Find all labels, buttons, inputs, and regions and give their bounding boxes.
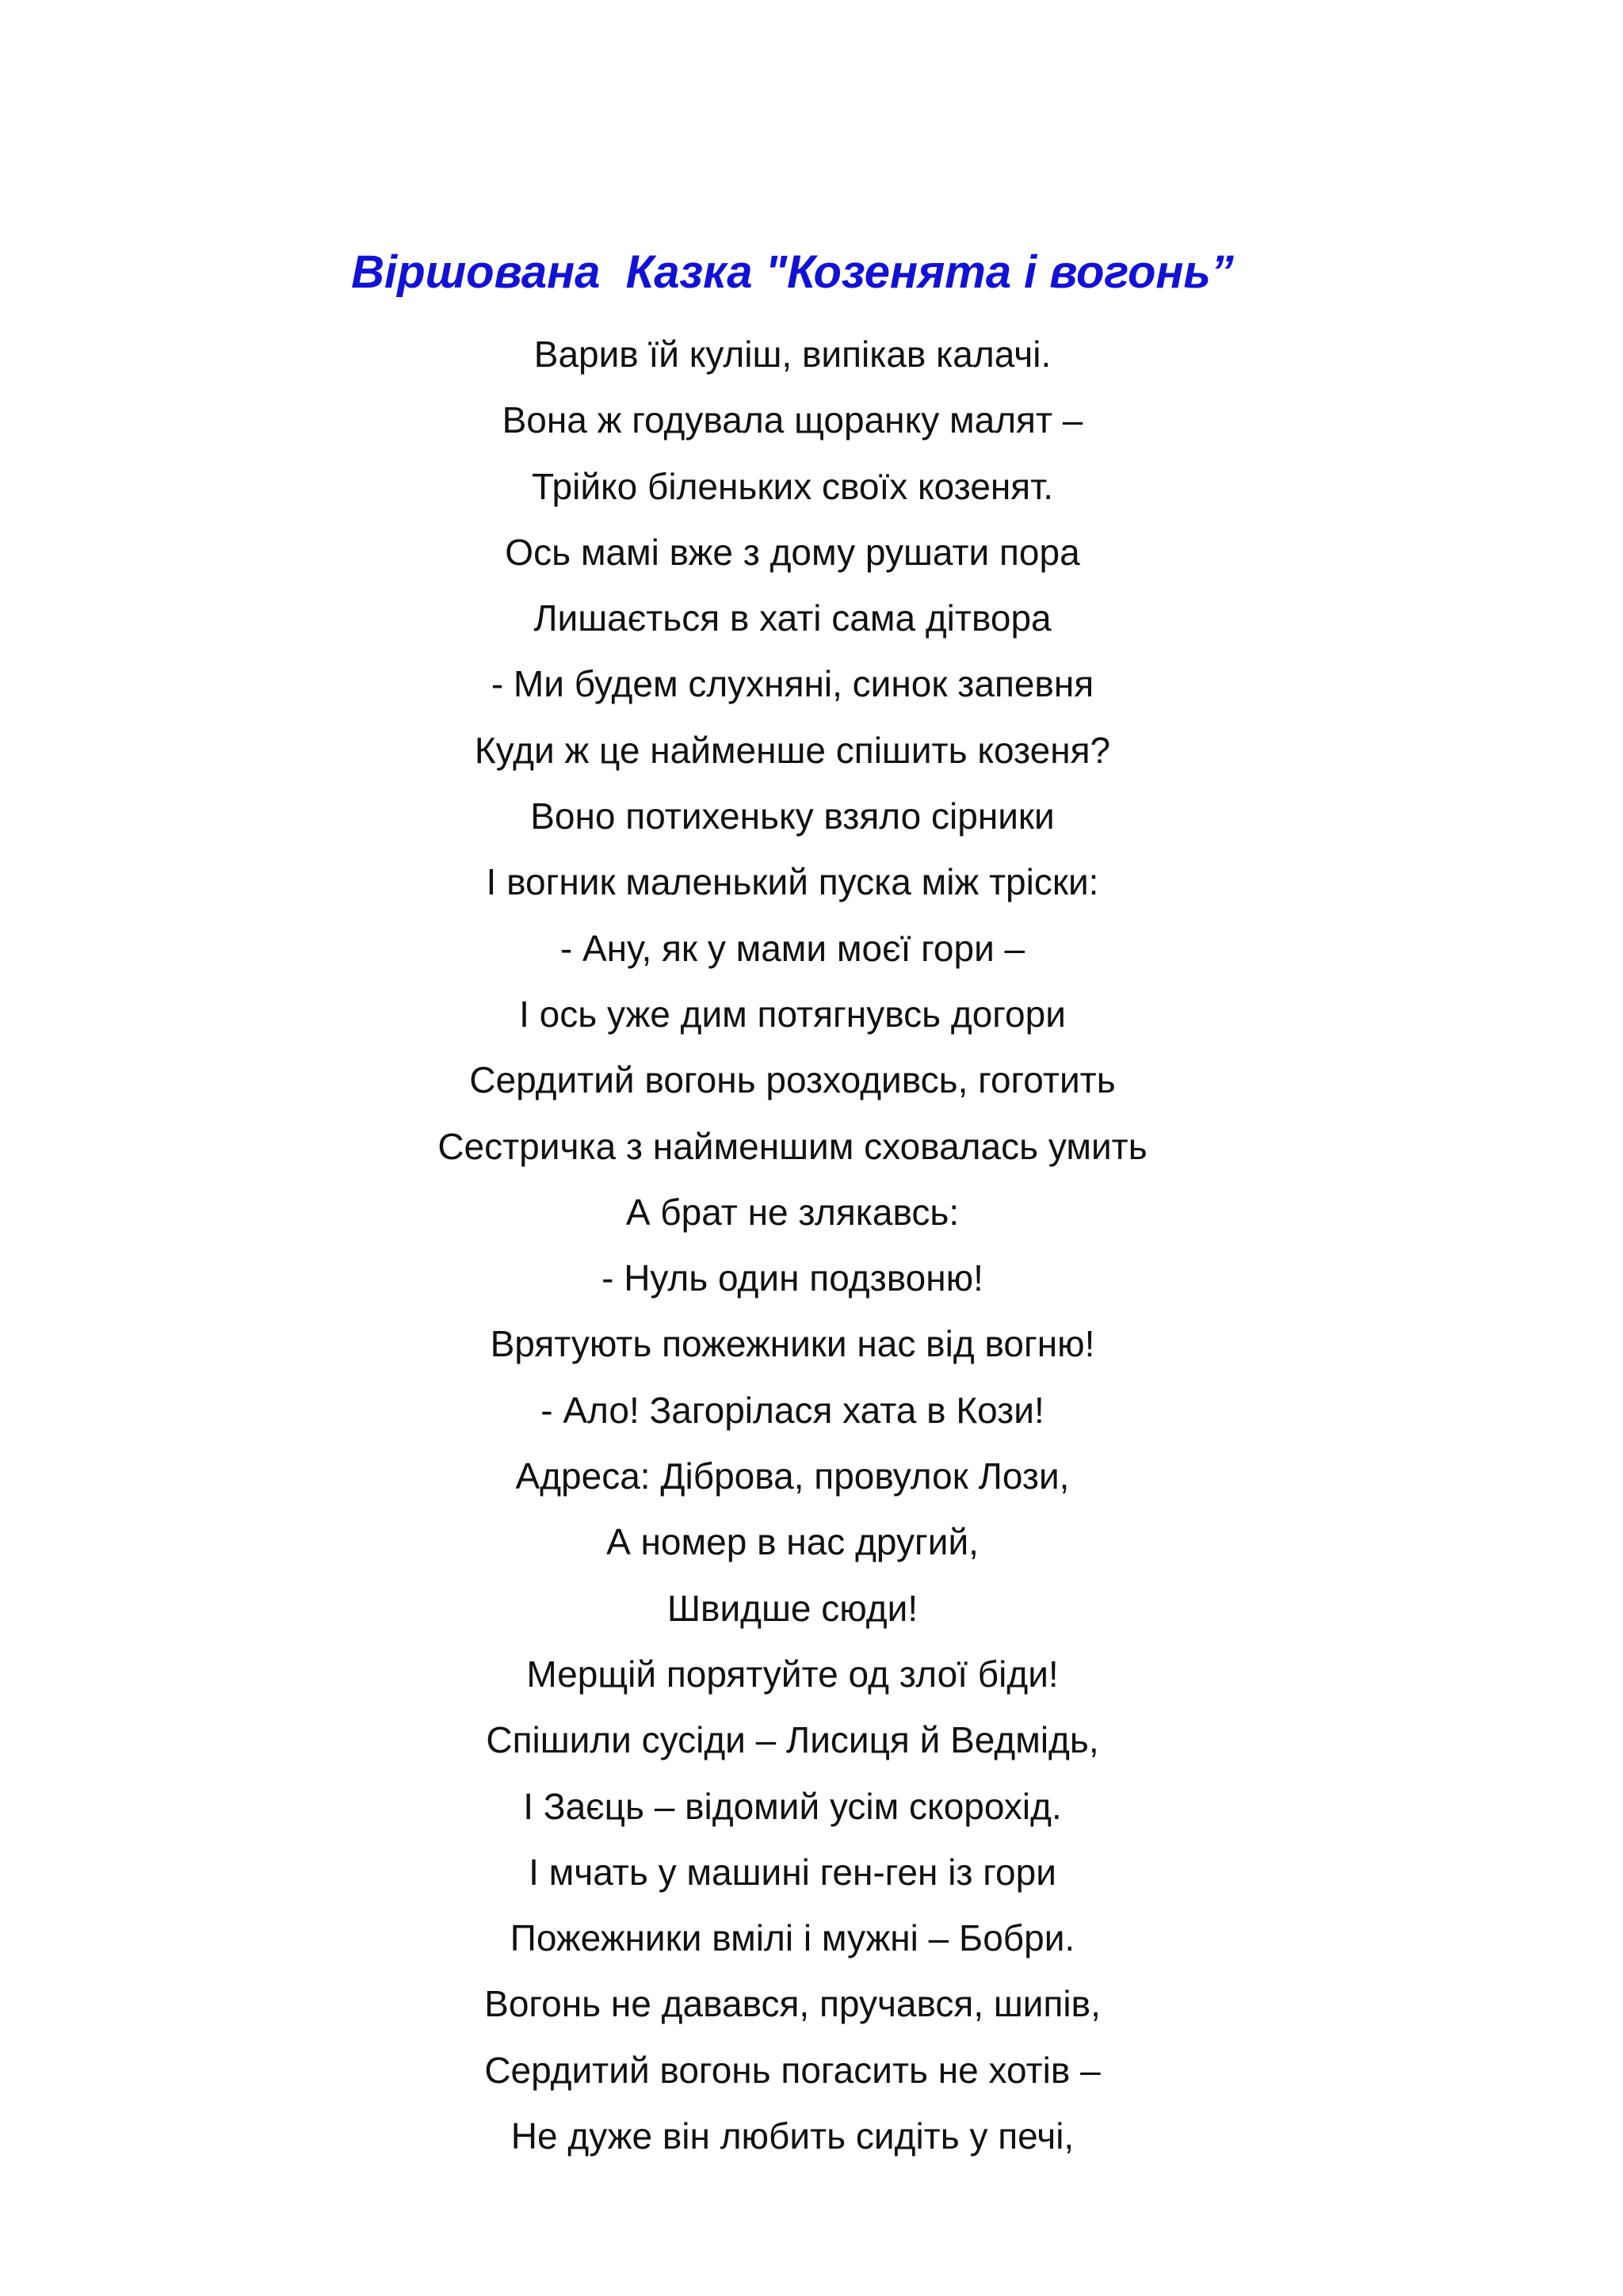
- poem-line: Ось мамі вже з дому рушати пора: [505, 531, 1080, 573]
- poem-line: А номер в нас другий,: [606, 1521, 979, 1563]
- poem-line: І мчать у машині ген-ген із гори: [529, 1851, 1056, 1893]
- poem-line: І вогник маленький пуска між тріски:: [486, 861, 1099, 903]
- poem-line: Вона ж годувала щоранку малят –: [502, 399, 1083, 441]
- poem-line: Сердитий вогонь розходивсь, гоготить: [469, 1059, 1116, 1101]
- poem-line: І Заєць – відомий усім скорохід.: [523, 1785, 1062, 1827]
- poem-line: А брат не злякавсь:: [625, 1191, 960, 1233]
- poem-line: - Ану, як у мами моєї гори –: [559, 927, 1025, 969]
- poem-line: - Нуль один подзвоню!: [601, 1257, 983, 1299]
- poem-line: Воно потихеньку взяло сірники: [530, 795, 1055, 837]
- poem-line: Вогонь не давався, пручався, шипів,: [484, 1983, 1101, 2025]
- poem-verse: [0, 322, 1585, 2169]
- poem-line: Лишається в хаті сама дітвора: [533, 597, 1052, 639]
- poem-line: Сестричка з найменшим сховалась умить: [437, 1125, 1148, 1167]
- poem-line: Швидше сюди!: [666, 1587, 918, 1629]
- poem-line: Не дуже він любить сидіть у печі,: [510, 2115, 1075, 2157]
- document-title: Віршована Казка "Козенята і вогонь”: [351, 246, 1234, 298]
- poem-line: Пожежники вмілі і мужні – Бобри.: [510, 1917, 1075, 1959]
- poem-line: Варив їй куліш, випікав калачі.: [533, 334, 1052, 375]
- poem-line: Врятують пожежники нас від вогню!: [490, 1323, 1095, 1365]
- poem-line: І ось уже дим потягнувсь догори: [519, 993, 1066, 1035]
- poem-line: Трійко біленьких своїх козенят.: [532, 465, 1053, 507]
- poem-line: Сердитий вогонь погасить не хотів –: [484, 2049, 1101, 2091]
- poem-line: Куди ж це найменше спішить козеня?: [474, 729, 1111, 771]
- poem-line: Мерщій порятуйте од злої біди!: [526, 1653, 1059, 1695]
- poem-line: Спішили сусіди – Лисиця й Ведмідь,: [486, 1719, 1099, 1761]
- poem-line: Адреса: Діброва, провулок Лози,: [515, 1455, 1070, 1497]
- poem-line: - Ми будем слухняні, синок запевня: [491, 663, 1094, 705]
- poem-line: - Ало! Загорілася хата в Кози!: [540, 1389, 1044, 1431]
